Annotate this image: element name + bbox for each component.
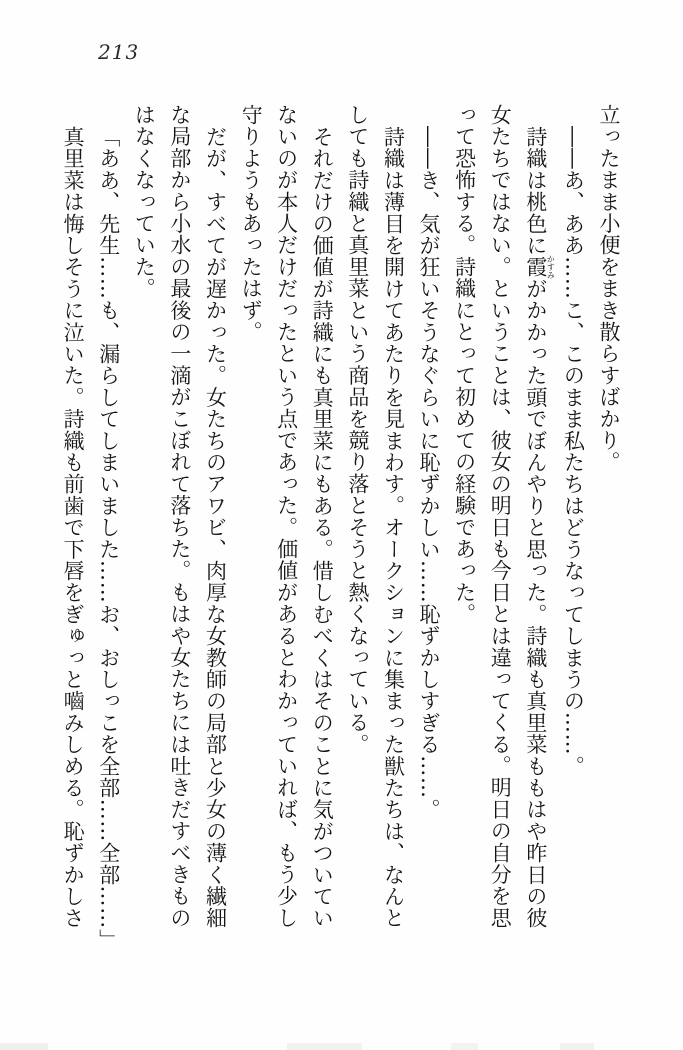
text-line: ないのが本人だけだったという点であった。価値があるとわかっていれば、もう少し: [274, 104, 299, 929]
text-line: 真里菜は悔しそうに泣いた。詩織も前歯で下唇をぎゅっと嚙みしめる。恥ずかしさ: [61, 126, 86, 929]
scan-edge-artifact: [0, 1043, 683, 1050]
text-line: ――あ、ああ……こ、このまま私たちはどうなってしまうの……。: [561, 126, 586, 777]
text-line: ――き、気が狂いそうなぐらいに恥ずかしい……恥ずかしすぎる……。: [417, 126, 442, 821]
text-line: しても詩織と真里菜という商品を競り落とそうと熱くなっている。: [345, 104, 370, 755]
text-line: 守りようもあったはず。: [239, 104, 264, 343]
text-line: 「ああ、先生……も、漏らしてしまいました……お、おしっこを全部……全部……」: [96, 126, 121, 951]
text-line: って恐怖する。詩織にとって初めての経験であった。: [452, 104, 477, 625]
text-line: 詩織は薄目を開けてあたりを見まわす。オークションに集まった獣たちは、なんと: [381, 126, 406, 929]
page-number: 213: [98, 40, 140, 64]
text-line: 立ったまま小便をまき散らすばかり。: [597, 104, 621, 473]
text-line-with-ruby: [517, 104, 555, 944]
ruby-base: 霞: [523, 255, 548, 280]
text-line: な局部から小水の最後の一滴がこぼれて落ちた。もはや女たちには吐きだすべきもの: [167, 104, 192, 929]
text-line: はなくなっていた。: [132, 104, 157, 300]
text-line: だが、すべてが遅かった。女たちのアワビ、肉厚な女教師の局部と少女の薄く繊細: [203, 126, 228, 929]
ruby-annotation: [523, 255, 556, 280]
text-segment: がかかった頭でぼんやりと思った。詩織も真里菜ももはや昨日の彼: [523, 277, 548, 929]
text-line: それだけの価値が詩織にも真里菜にもある。惜しむべくはそのことに気がついてい: [310, 126, 335, 929]
text-line: 女たちではない。ということは、彼女の明日も今日とは違ってくる。明日の自分を思: [488, 104, 513, 929]
ruby-furigana: かすみ: [546, 255, 556, 280]
text-segment: 詩織は桃色に: [523, 126, 548, 257]
text-block: [55, 104, 627, 951]
